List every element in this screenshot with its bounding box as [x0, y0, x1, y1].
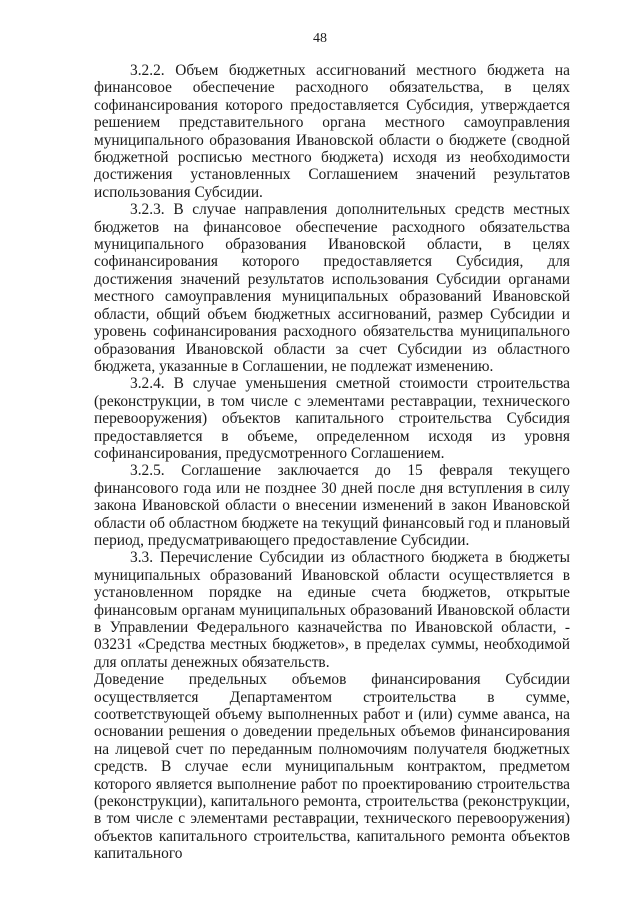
paragraph-funding-limits: Доведение предельных объемов финансирования Субсидии осуществляется Департаментом строительства в сумме, соответствующей объему выполненных работ и (или) сумме аванса, на основании решения о доведении предельных объемов финансирования на лицевой счет по переданным полномочиям получателя бюджетных средств. В случае если муниципальным контрактом, предметом которого является выполнение работ по проектированию строительства (реконструкции), капитального ремонта, строительства (реконструкции, в том числе с элементами реставрации, технического перевооружения) объектов капитального строительства, капитального ремонта объектов капитального — [94, 671, 570, 863]
paragraph-3-3: 3.3. Перечисление Субсидии из областного бюджета в бюджеты муниципальных образований Ивановской области осуществляется в установленном порядке на единые счета бюджетов, открытые финансовым органам муниципальных образований Ивановской области в Управлении Федерального казначейства по Ивановской области, - 03231 «Средства местных бюджетов», в пределах суммы, необходимой для оплаты денежных обязательств. — [94, 549, 570, 671]
paragraph-3-2-3: 3.2.3. В случае направления дополнительных средств местных бюджетов на финансовое обеспечение расходного обязательства муниципального образования Ивановской области, в целях софинансирования которого предоставляется Субсидия, для достижения значений результатов использования Субсидии органами местного самоуправления муниципальных образований Ивановской области, общий объем бюджетных ассигнований, размер Субсидии и уровень софинансирования расходного обязательства муниципального образования Ивановской области за счет Субсидии из областного бюджета, указанные в Соглашении, не подлежат изменению. — [94, 201, 570, 375]
paragraph-3-2-5: 3.2.5. Соглашение заключается до 15 февраля текущего финансового года или не позднее 30 дней после дня вступления в силу закона Ивановской области о внесении изменений в закон Ивановской области об областном бюджете на текущий финансовый год и плановый период, предусматривающего предоставление Субсидии. — [94, 462, 570, 549]
document-body — [94, 62, 570, 863]
paragraph-3-2-2: 3.2.2. Объем бюджетных ассигнований местного бюджета на финансовое обеспечение расходного обязательства, в целях софинансирования которого предоставляется Субсидия, утверждается решением представительного органа местного самоуправления муниципального образования Ивановской области о бюджете (сводной бюджетной росписью местного бюджета) исходя из необходимости достижения установленных Соглашением значений результатов использования Субсидии. — [94, 62, 570, 201]
paragraph-3-2-4: 3.2.4. В случае уменьшения сметной стоимости строительства (реконструкции, в том числе с элементами реставрации, технического перевооружения) объектов капитального строительства Субсидия предоставляется в объеме, определенном исходя из уровня софинансирования, предусмотренного Соглашением. — [94, 375, 570, 462]
page-number: 48 — [313, 31, 327, 46]
